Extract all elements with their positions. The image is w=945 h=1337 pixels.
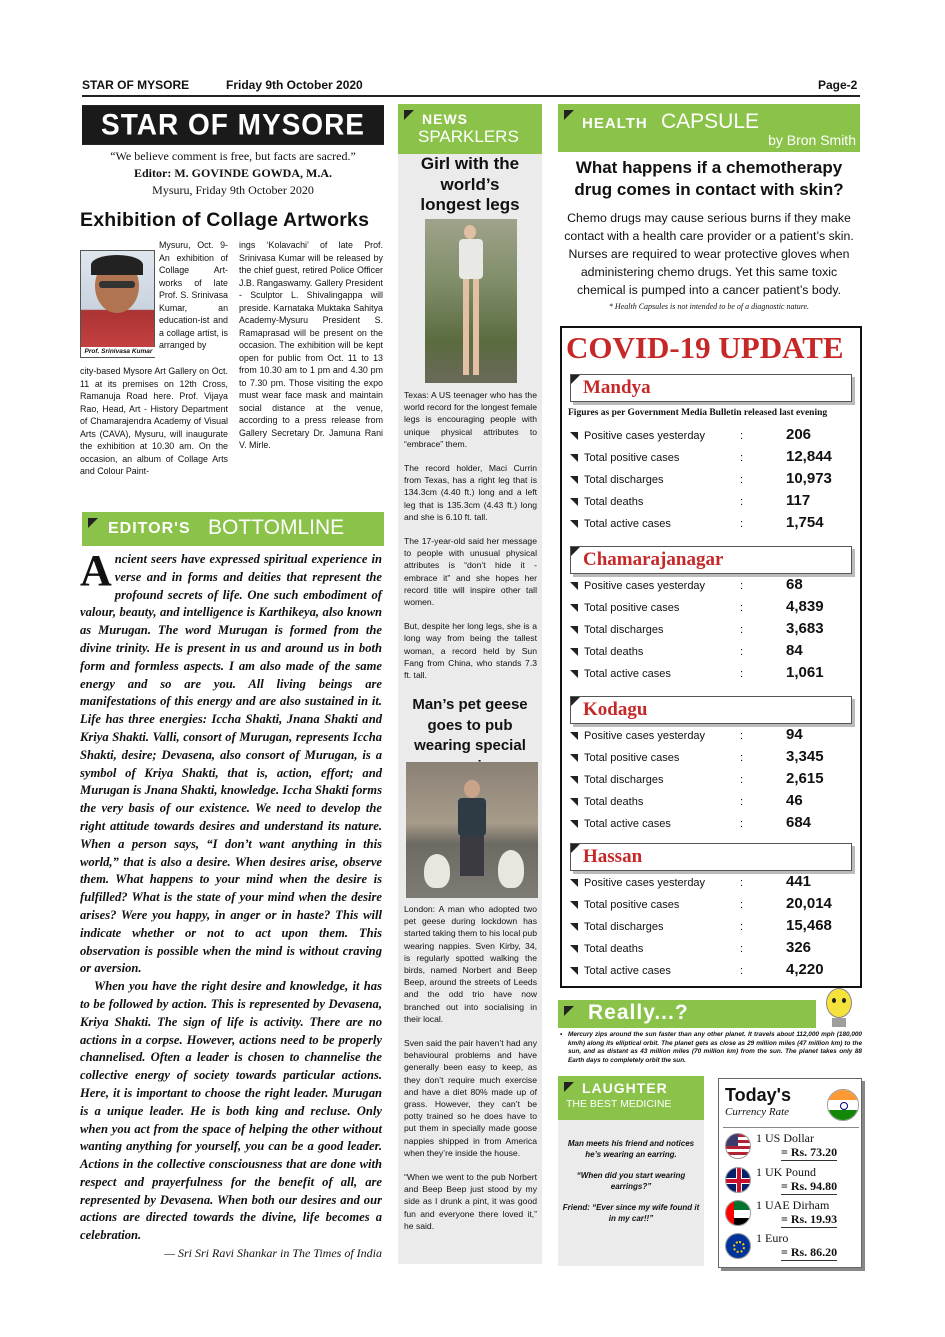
currency-row <box>725 1231 861 1261</box>
health-label-bold: HEALTH <box>582 115 648 132</box>
covid-stat-row <box>570 939 850 961</box>
arrow-icon <box>570 604 578 612</box>
covid-stat-label: Positive cases yesterday <box>584 730 706 742</box>
covid-stat-label: Total active cases <box>584 818 671 830</box>
covid-stat-colon: : <box>740 624 744 636</box>
arrow-icon <box>570 798 578 806</box>
covid-stat-colon: : <box>740 518 744 530</box>
masthead-motto: “We believe comment is free, but facts are sacred.” <box>110 149 356 163</box>
covid-stat-row <box>570 620 850 642</box>
covid-stat-row <box>570 514 850 536</box>
covid-stat-value: 12,844 <box>786 448 832 465</box>
covid-stat-label: Total positive cases <box>584 452 680 464</box>
story2-p2: Sven said the pair haven’t had any behavioural problems and have generally been easy to keep, as they don’t require much exercise and have a diet 80% made up of grass. However, they can’t be potty trained so he does have to put them in specially made goose nappies shipped in from America when they’re inside the house. <box>404 1038 537 1158</box>
covid-stat-value: 1,754 <box>786 514 824 531</box>
arrow-icon <box>570 476 578 484</box>
covid-stat-row <box>570 814 850 836</box>
currency-subtitle: Currency Rate <box>725 1106 790 1118</box>
covid-district-name: Hassan <box>583 846 643 867</box>
covid-stat-label: Total discharges <box>584 774 664 786</box>
covid-stat-colon: : <box>740 496 744 508</box>
covid-stat-label: Total positive cases <box>584 752 680 764</box>
health-byline: by Bron Smith <box>768 132 856 148</box>
sparklers-label-bold: NEWS <box>422 111 468 127</box>
covid-stat-label: Positive cases yesterday <box>584 430 706 442</box>
currency-name: 1 US Dollar <box>756 1131 814 1145</box>
covid-stat-label: Total deaths <box>584 646 644 658</box>
really-text-body: Mercury zips around the sun faster than any other planet. It travels about 112,000 mph (180,000 km/h) along its elliptical orbit. The planet gets as close as 29 million miles (47 million km) to the sun, and as distant as 43 million miles (70 million km) from the sun. The planet takes only 88 Earth days to completely orbit the sun. <box>568 1031 862 1064</box>
covid-box <box>560 326 862 988</box>
covid-stat-colon: : <box>740 646 744 658</box>
covid-stat-row <box>570 470 850 492</box>
arrow-icon <box>570 648 578 656</box>
masthead-logo: STAR OF MYSORE <box>82 105 384 145</box>
covid-stat-row <box>570 726 850 748</box>
laughter-label-bold: LAUGHTER <box>582 1080 668 1096</box>
covid-stat-row <box>570 492 850 514</box>
story1-p2: The record holder, Maci Currin from Texas, has a right leg that is 134.3cm (4.40 ft.) long and a left leg that is 135.3cm (4.43 ft.) long and she is 6.10 ft. tall. <box>404 463 537 522</box>
covid-district-header <box>570 696 852 724</box>
covid-stat-row <box>570 576 850 598</box>
covid-stat-value: 84 <box>786 642 803 659</box>
laughter-line1: Man meets his friend and notices he’s wearing an earring. <box>567 1139 695 1159</box>
covid-stat-colon: : <box>740 899 744 911</box>
masthead-dateline: Mysuru, Friday 9th October 2020 <box>152 183 314 197</box>
arrow-icon <box>570 754 578 762</box>
issue-date: Friday 9th October 2020 <box>226 78 363 92</box>
covid-stat-label: Total deaths <box>584 496 644 508</box>
covid-stat-value: 15,468 <box>786 917 832 934</box>
bottomline-label-bold: EDITOR'S <box>108 520 191 537</box>
covid-stat-colon: : <box>740 730 744 742</box>
covid-stat-value: 2,615 <box>786 770 824 787</box>
covid-district-name: Kodagu <box>583 699 648 720</box>
covid-stat-value: 326 <box>786 939 812 956</box>
currency-row <box>725 1198 861 1228</box>
exhibition-title: Exhibition of Collage Artworks <box>80 209 370 231</box>
covid-stat-colon: : <box>740 752 744 764</box>
sparklers-banner <box>398 104 542 154</box>
covid-stat-row <box>570 426 850 448</box>
covid-stat-value: 441 <box>786 873 812 890</box>
story1-headline: Girl with the world’s longest legs <box>420 154 520 214</box>
covid-stat-label: Positive cases yesterday <box>584 580 706 592</box>
laughter-label-thin: THE BEST MEDICINE <box>566 1098 672 1110</box>
arrow-icon <box>570 879 578 887</box>
currency-rate: = Rs. 19.93 <box>781 1212 838 1226</box>
currency-rate: = Rs. 86.20 <box>781 1245 838 1259</box>
uae-flag-icon <box>725 1200 751 1226</box>
currency-row <box>725 1165 861 1195</box>
covid-stat-row <box>570 748 850 770</box>
story2-headline: Man’s pet geese goes to pub wearing special <box>412 696 528 754</box>
covid-stat-value: 684 <box>786 814 812 831</box>
laughter-line3: Friend: “Ever since my wife found it in my car!!” <box>562 1203 700 1223</box>
covid-stat-colon: : <box>740 921 744 933</box>
covid-stat-value: 3,345 <box>786 748 824 765</box>
covid-stat-value: 3,683 <box>786 620 824 637</box>
story1-body <box>404 389 537 681</box>
arrow-icon <box>570 967 578 975</box>
arrow-icon <box>570 432 578 440</box>
covid-stat-value: 68 <box>786 576 803 593</box>
arrow-icon <box>570 454 578 462</box>
covid-title: COVID-19 UPDATE <box>566 330 844 365</box>
covid-stat-label: Total active cases <box>584 668 671 680</box>
arrow-icon <box>570 670 578 678</box>
covid-source: Figures as per Government Media Bulletin released last evening <box>568 408 828 418</box>
covid-stat-label: Total positive cases <box>584 602 680 614</box>
photo-caption: Prof. Srinivasa Kumar <box>81 347 156 357</box>
covid-stat-value: 4,839 <box>786 598 824 615</box>
arrow-icon <box>570 732 578 740</box>
story1-p1: Texas: A US teenager who has the world record for the longest female legs is encouraging people with unique physical attributes to “embrace” them. <box>404 390 537 449</box>
covid-stat-colon: : <box>740 668 744 680</box>
arrow-icon <box>570 820 578 828</box>
arrow-icon <box>570 901 578 909</box>
covid-stat-row <box>570 642 850 664</box>
really-banner <box>558 1000 816 1028</box>
covid-stat-colon: : <box>740 877 744 889</box>
covid-stat-colon: : <box>740 602 744 614</box>
currency-title: Today's <box>725 1085 791 1105</box>
covid-stat-colon: : <box>740 580 744 592</box>
covid-stat-value: 46 <box>786 792 803 809</box>
bottomline-banner <box>82 512 384 546</box>
covid-stat-row <box>570 961 850 983</box>
covid-stat-value: 117 <box>786 492 811 509</box>
arrow-icon <box>570 582 578 590</box>
covid-stat-label: Total active cases <box>584 965 671 977</box>
story1-p3: The 17-year-old said her message to people with unusual physical attributes is “don’t hide it - embrace it” and she hopes her record title will inspire other tall women. <box>404 536 537 608</box>
arrow-icon <box>570 520 578 528</box>
currency-row <box>725 1131 861 1161</box>
eu-flag-icon <box>725 1233 751 1259</box>
covid-stat-value: 4,220 <box>786 961 824 978</box>
covid-stat-label: Total active cases <box>584 518 671 530</box>
health-question: What happens if a chemotherapy drug comes in contact with skin? <box>574 158 844 199</box>
covid-stat-colon: : <box>740 796 744 808</box>
bottomline-dropcap: A <box>80 546 112 595</box>
story1-p4: But, despite her long legs, she is a long way from being the tallest woman, a record held by Sun Fang from China, who stands 7.3 ft. tall. <box>404 621 537 681</box>
arrow-icon <box>570 945 578 953</box>
story2-body <box>404 903 537 1232</box>
story2-p3: “When we went to the pub Norbert and Beep Beep just stood by my side as I drunk a pint, it was good fun and everyone there loved it,” he said. <box>404 1172 537 1231</box>
uk-flag-icon <box>725 1167 751 1193</box>
covid-stat-row <box>570 792 850 814</box>
exhibition-col1-bottom: city-based Mysore Art Gallery on Oct. 11 at its premises on 12th Cross, Ramanuja Road here. Prof. Vijaya Rao, Head, Art - History Department of Chamarajendra Academy of Visual Arts (CAVA), Mysuru, will inaugurate the exhibition at 10.30 am. On the occasion, an album of Collage Arts and Colour Paint- <box>80 366 228 476</box>
currency-rate: = Rs. 73.20 <box>781 1145 838 1159</box>
arrow-icon <box>570 626 578 634</box>
laughter-body <box>562 1138 700 1224</box>
covid-stat-value: 10,973 <box>786 470 832 487</box>
covid-stat-label: Total discharges <box>584 624 664 636</box>
laughter-line2: “When did you start wearing earrings?” <box>576 1171 686 1191</box>
covid-stat-label: Total discharges <box>584 474 664 486</box>
usa-flag-icon <box>725 1133 751 1159</box>
covid-district-header <box>570 546 852 574</box>
covid-stat-colon: : <box>740 818 744 830</box>
health-label-thin: CAPSULE <box>661 110 760 133</box>
currency-name: 1 UK Pound <box>756 1165 817 1179</box>
really-text: • Mercury zips around the sun faster than any other planet. It travels about 112,000 mph (180,000 km/h) along its elliptical orbit. The planet gets as close as 29 million miles (47 million km) to the sun, and as distant as 43 million miles (70 million km) from the sun. The planet takes only 88 Earth days to completely orbit the sun. <box>560 1031 862 1064</box>
bottomline-label-thin: BOTTOMLINE <box>208 516 345 539</box>
story1-photo <box>425 219 517 383</box>
covid-stat-row <box>570 917 850 939</box>
covid-district-header <box>570 374 852 402</box>
covid-stat-label: Total positive cases <box>584 899 680 911</box>
india-flag-icon <box>827 1089 859 1121</box>
arrow-icon <box>570 776 578 784</box>
story2-p1: London: A man who adopted two pet geese during lockdown has started taking them to his local pub wearing nappies. Sven Kirby, 34, is regularly spotted walking the birds, named Norbert and Beep Beep, around the streets of Leeds and the odd trio have now branched out into socialising in their local. <box>404 904 537 1024</box>
covid-district-header <box>570 843 852 871</box>
currency-name: 1 Euro <box>756 1231 789 1245</box>
bottomline-text2: When you have the right desire and knowledge, it has to be followed by action. This is represented by Devasena, Kriya Shakti. The sign of life is activity. There are no actions in a corpse. However, actions need to be properly channelised. Often a leader is chosen to channelise the collective energy of society towards particular actions. Here, it is important to choose the right leader. Murugan is a unique leader. He is both king and recluse. Only when you act from the space of helping the other without wanting anything for yourself, you can be a good leader. Actions in the collective consciousness that are done with respect and prayerfulness for the benefit of all, are represented by Devasena. When both our desires and our actions are directed towards the divine, life becomes a celebration. <box>80 979 382 1243</box>
header-rule <box>82 95 860 97</box>
bulb-icon <box>818 986 858 1030</box>
covid-stat-colon: : <box>740 774 744 786</box>
bottomline-credit: — Sri Sri Ravi Shankar in The Times of India <box>164 1246 382 1261</box>
covid-stat-label: Total deaths <box>584 943 644 955</box>
bottomline-body <box>80 546 382 1261</box>
covid-stat-colon: : <box>740 474 744 486</box>
sparklers-label-thin: SPARKLERS <box>418 127 519 146</box>
health-banner <box>558 104 860 152</box>
covid-district-name: Mandya <box>583 377 651 398</box>
covid-stat-label: Total deaths <box>584 796 644 808</box>
exhibition-col2: ings ‘Kolavachi’ of late Prof. Srinivasa Kumar will be released by the chief guest, retired Police Officer J.B. Rangaswamy. Gallery President - Sculptor L. Shivalingappa will preside. Karnataka Muktaka Sahitya Academy-Mysuru President S. Ramaprasad will be present on the occasion. The exhibition will be kept open for public from Oct. 11 to 13 from 10.30 am to 1 pm and 4.30 pm to 7.30 pm. Those visiting the expo must wear face mask and maintain social distance at the venue, according to a press release from Gallery Secretary Dr. Jamuna Rani V. Mirle. <box>239 240 383 450</box>
arrow-icon <box>570 498 578 506</box>
covid-stat-colon: : <box>740 452 744 464</box>
covid-stat-value: 1,061 <box>786 664 824 681</box>
author-photo <box>80 250 155 358</box>
covid-stat-value: 20,014 <box>786 895 832 912</box>
masthead-editor: Editor: M. GOVINDE GOWDA, M.A. <box>134 166 332 180</box>
bottomline-text: ncient seers have expressed spiritual experience in verse and in forms and deities that represent the profound secrets of life. One such embodiment of valour, beauty, and intelligence is Karthikeya, also known as Murugan. The word Murugan is formed from the divine trinity. He is present in us and around us in both form and formless aspects. I am also made of the same energy and so are you. All living beings are manifestations of this energy and are also sustained in it. Life has three energies: Iccha Shakti, Jnana Shakti and Kriya Shakti. Valli, consort of Murugan, represents Iccha Shakti, desire; Devasena, also consort of Murugan, is a symbol of Kriya Shakti, that is, action, effort; and Murugan is Jnana Shakti, knowledge. Iccha Shakti forms the very basis of our existence. We need to develop the right attitude towards desires and understand its nature. When a person says, “I don’t want anything in this world,” that is also a desire. When desires arise, observe them. What happens to your mind when the desire is fulfilled? What is the state of your mind when the desire arises? Were you happy, in anger or in haste? This will indicate whether or not to act upon them. This observation is possible when the mind is without craving or aversion. <box>80 552 382 976</box>
laughter-banner <box>558 1076 704 1120</box>
covid-stat-value: 206 <box>786 426 812 443</box>
covid-stat-colon: : <box>740 965 744 977</box>
covid-stat-row <box>570 664 850 686</box>
currency-box <box>718 1078 862 1268</box>
covid-stat-label: Total discharges <box>584 921 664 933</box>
covid-stat-row <box>570 873 850 895</box>
currency-name: 1 UAE Dirham <box>756 1198 830 1212</box>
health-answer: Chemo drugs may cause serious burns if they make contact with a health care provider or a patient’s skin. Nurses are required to wear protective gloves when administering chemo drugs. Yet this same toxic chemical is pumped into a cancer patient’s body. <box>564 211 854 297</box>
covid-stat-colon: : <box>740 943 744 955</box>
covid-stat-row <box>570 448 850 470</box>
covid-stat-row <box>570 895 850 917</box>
covid-stat-row <box>570 598 850 620</box>
story2-photo <box>406 762 538 898</box>
arrow-icon <box>570 923 578 931</box>
covid-stat-colon: : <box>740 430 744 442</box>
really-title: Really...? <box>588 1001 689 1024</box>
health-note: * Health Capsules is not intended to be of a diagnostic nature. <box>608 302 810 311</box>
exhibition-col1-top: Mysuru, Oct. 9- An exhibition of Collage Art-works of late Prof. S. Srinivasa Kumar, an education-ist and a collage artist, is arranged by <box>159 240 228 350</box>
covid-stat-value: 94 <box>786 726 803 743</box>
page-number: Page-2 <box>818 78 858 92</box>
covid-stat-row <box>570 770 850 792</box>
covid-stat-label: Positive cases yesterday <box>584 877 706 889</box>
currency-rate: = Rs. 94.80 <box>781 1179 838 1193</box>
paper-name: STAR OF MYSORE <box>82 78 190 92</box>
covid-district-name: Chamarajanagar <box>583 549 724 570</box>
